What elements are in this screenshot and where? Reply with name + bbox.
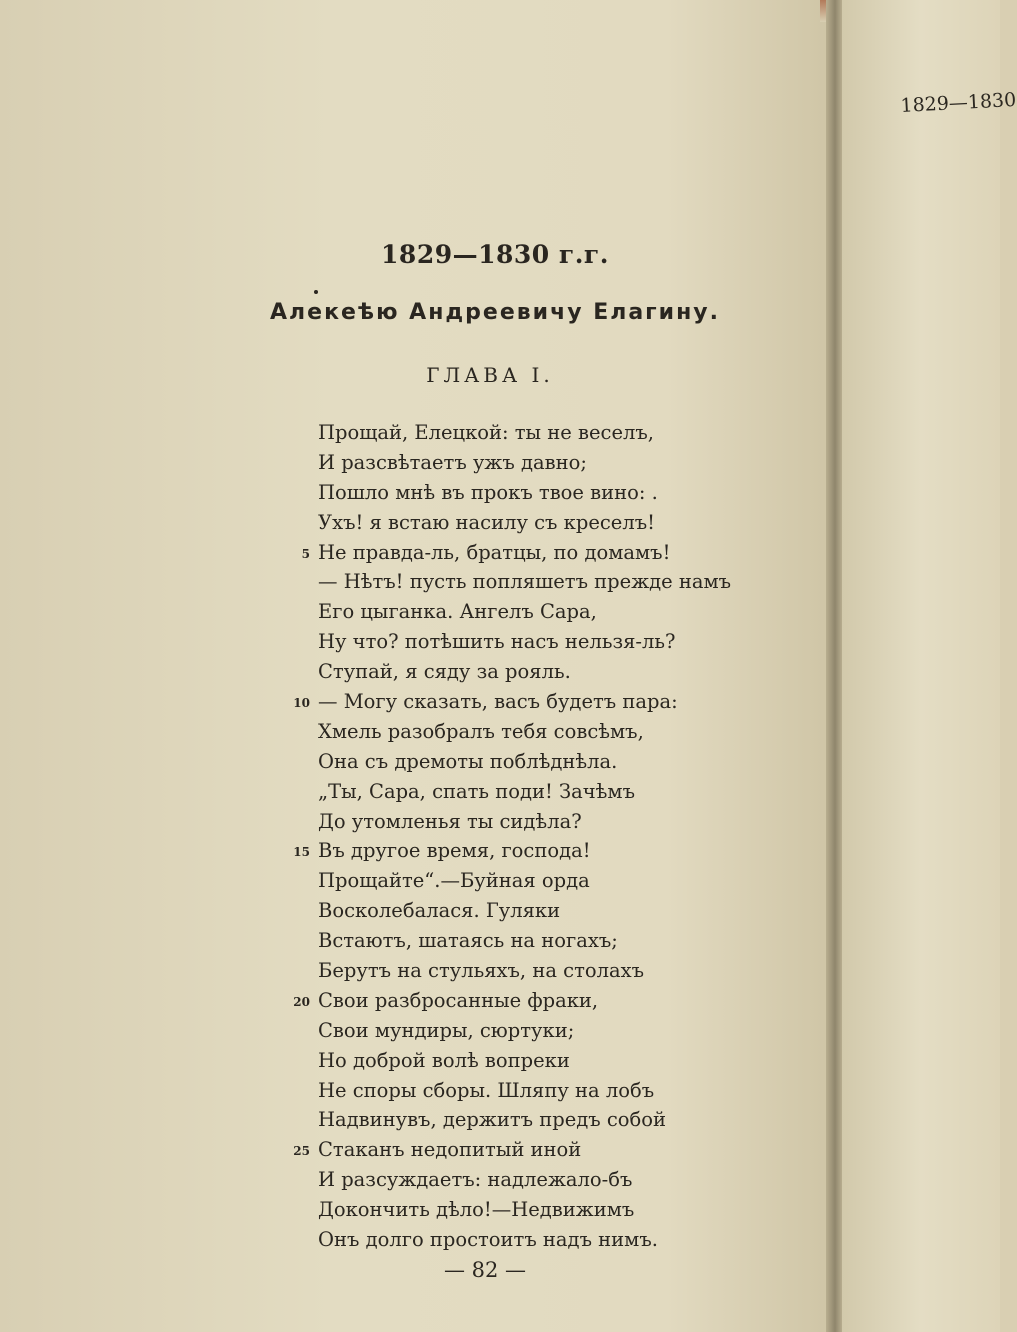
poem-line-text: — Могу сказать, васъ будетъ пара: [318, 690, 678, 714]
year-heading: 1829—1830 г.г. [381, 240, 609, 269]
poem-line [318, 627, 731, 657]
poem-line [318, 896, 731, 926]
poem-line [318, 1225, 731, 1255]
poem-line-text: Но доброй волѣ вопреки [318, 1048, 570, 1072]
poem-line-text: Прощайте“.—Буйная орда [318, 869, 590, 893]
dedication: Алекеѣю Андреевичу Елагину. [270, 300, 720, 325]
poem-line [318, 1016, 731, 1046]
poem-body [293, 418, 732, 1255]
line-number: 5 [301, 546, 310, 561]
poem-line-text: Хмель разобралъ тебя совсѣмъ, [318, 719, 644, 743]
poem-line-text: Надвинувъ, держитъ предъ собой [318, 1108, 666, 1132]
poem-line-text: Его цыганка. Ангелъ Сара, [318, 600, 597, 624]
line-number: 20 [293, 994, 310, 1009]
poem-line [318, 956, 731, 986]
ink-dot [314, 290, 318, 294]
poem-line [318, 567, 731, 597]
poem-line [318, 1046, 731, 1076]
poem-line-text: Ступай, я сяду за рояль. [318, 660, 571, 684]
poem-line-text: Свои мундиры, сюртуки; [318, 1018, 575, 1042]
poem-line-text: До утомленья ты сидѣла? [318, 809, 582, 833]
poem-line-text: Пошло мнѣ въ прокъ твое вино: . [318, 480, 658, 504]
poem-line [293, 836, 731, 866]
poem-line [318, 418, 731, 448]
poem-line [318, 866, 731, 896]
poem-line [301, 538, 731, 568]
poem-line-text: Не правда-ль, братцы, по домамъ! [318, 540, 671, 564]
poem-line-text: Свои разбросанные фраки, [318, 988, 599, 1012]
poem-line-text: Она съ дремоты поблѣднѣла. [318, 749, 618, 773]
poem-line-text: „Ты, Сара, спать поди! Зачѣмъ [318, 779, 635, 803]
poem-line-text: Онъ долго простоитъ надъ нимъ. [318, 1228, 658, 1252]
poem-line [318, 1105, 731, 1135]
poem-line-text: Въ другое время, господа! [318, 839, 591, 863]
poem-line [318, 1195, 731, 1225]
line-number: 15 [293, 845, 310, 860]
running-head: 1829—1830 [900, 88, 1017, 117]
poem-line [293, 986, 731, 1016]
poem-line [318, 777, 731, 807]
poem-line-text: И разсуждаетъ: надлежало-бъ [318, 1168, 633, 1192]
poem-line-text: Встаютъ, шатаясь на ногахъ; [318, 929, 618, 953]
poem-line-text: И разсвѣтаетъ ужъ давно; [318, 450, 587, 474]
poem-line [318, 926, 731, 956]
poem-line [318, 657, 731, 687]
poem-line [318, 448, 731, 478]
poem-line [318, 478, 731, 508]
poem-line-text: Ну что? потѣшить насъ нельзя-ль? [318, 630, 676, 654]
page-number: — 82 — [443, 1258, 527, 1282]
poem-line [318, 508, 731, 538]
line-number: 10 [293, 696, 310, 711]
poem-line-text: — Нѣтъ! пусть попляшетъ прежде намъ [318, 570, 732, 594]
poem-line-text: Ухъ! я встаю насилу съ креселъ! [318, 510, 655, 534]
poem-line [318, 747, 731, 777]
poem-line-text: Восколебалася. Гуляки [318, 899, 561, 923]
poem-line-text: Докончить дѣло!—Недвижимъ [318, 1198, 635, 1222]
poem-line [318, 717, 731, 747]
right-page [842, 0, 1000, 1332]
line-number: 25 [293, 1144, 310, 1159]
poem-line [293, 687, 731, 717]
poem-line-text: Не споры сборы. Шляпу на лобъ [318, 1078, 655, 1102]
poem-line [318, 1165, 731, 1195]
chapter-title: ГЛАВА I. [426, 363, 554, 387]
poem-line-text: Прощай, Елецкой: ты не веселъ, [318, 421, 654, 444]
poem-line [318, 597, 731, 627]
poem-line [318, 1076, 731, 1106]
poem-line-text: Стаканъ недопитый иной [318, 1138, 582, 1162]
poem-line [293, 1135, 731, 1165]
poem-line [318, 807, 731, 837]
poem-line-text: Берутъ на стульяхъ, на столахъ [318, 959, 645, 983]
